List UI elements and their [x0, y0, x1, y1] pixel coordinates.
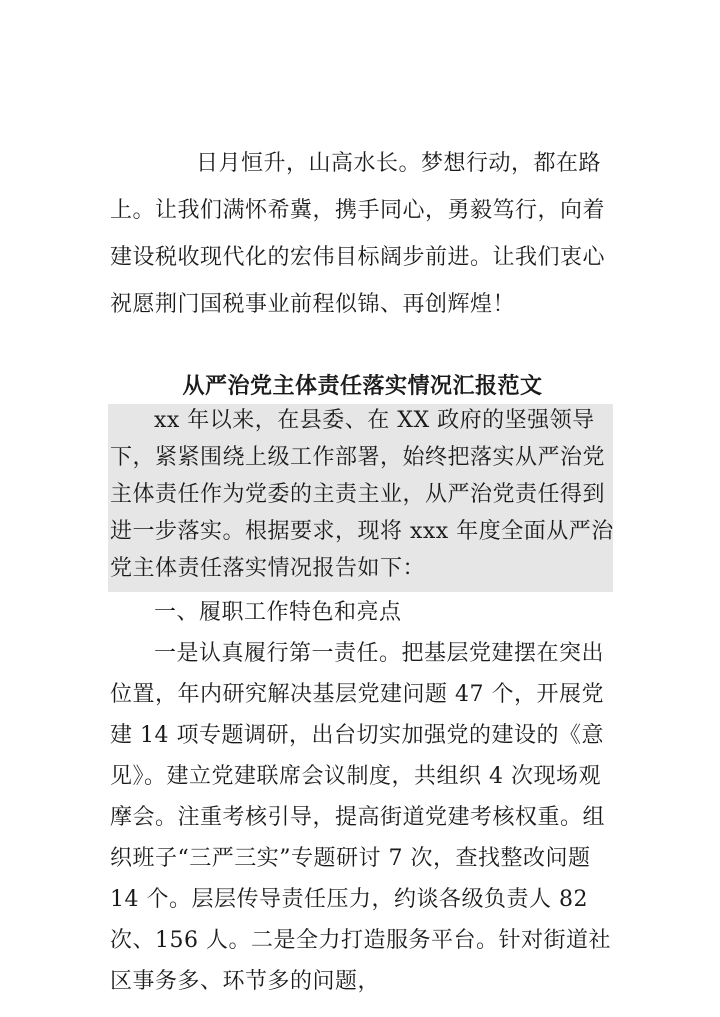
document-title: 从严治党主体责任落实情况汇报范文 [182, 373, 543, 399]
closing-paragraph: 日月恒升，山高水长。梦想行动，都在路上。让我们满怀希冀，携手同心，勇毅笃行，向着建设税收现代化的宏伟目标阔步前进。让我们衷心祝愿荆门国税事业前程似锦、再创辉煌！ [110, 151, 606, 317]
section-heading: 一、履职工作特色和亮点 [154, 600, 402, 625]
intro-paragraph: xx 年以来，在县委、在 XX 政府的坚强领导下，紧紧围绕上级工作部署，始终把落实从严治党主体责任作为党委的主责主业，从严治党责任得到进一步落实。根据要求，现将 xxx 年度全面从严治党主体责任落实情况报告如下： [110, 408, 614, 581]
body-paragraph: 一是认真履行第一责任。把基层党建摆在突出位置，年内研究解决基层党建问题 47 个，开展党建 14 项专题调研，出台切实加强党的建设的《意见》。建立党建联席会议制度，共组织 4 次现场观摩会。注重考核引导，提高街道党建考核权重。组织班子“三严三实”专题研讨 7 次，查找整改问题 14 个。层层传导责任压力，约谈各级负责人 82 次、156 人。二是全力打造服务平台。针对街道社区事务多、环节多的问题， [110, 641, 611, 994]
